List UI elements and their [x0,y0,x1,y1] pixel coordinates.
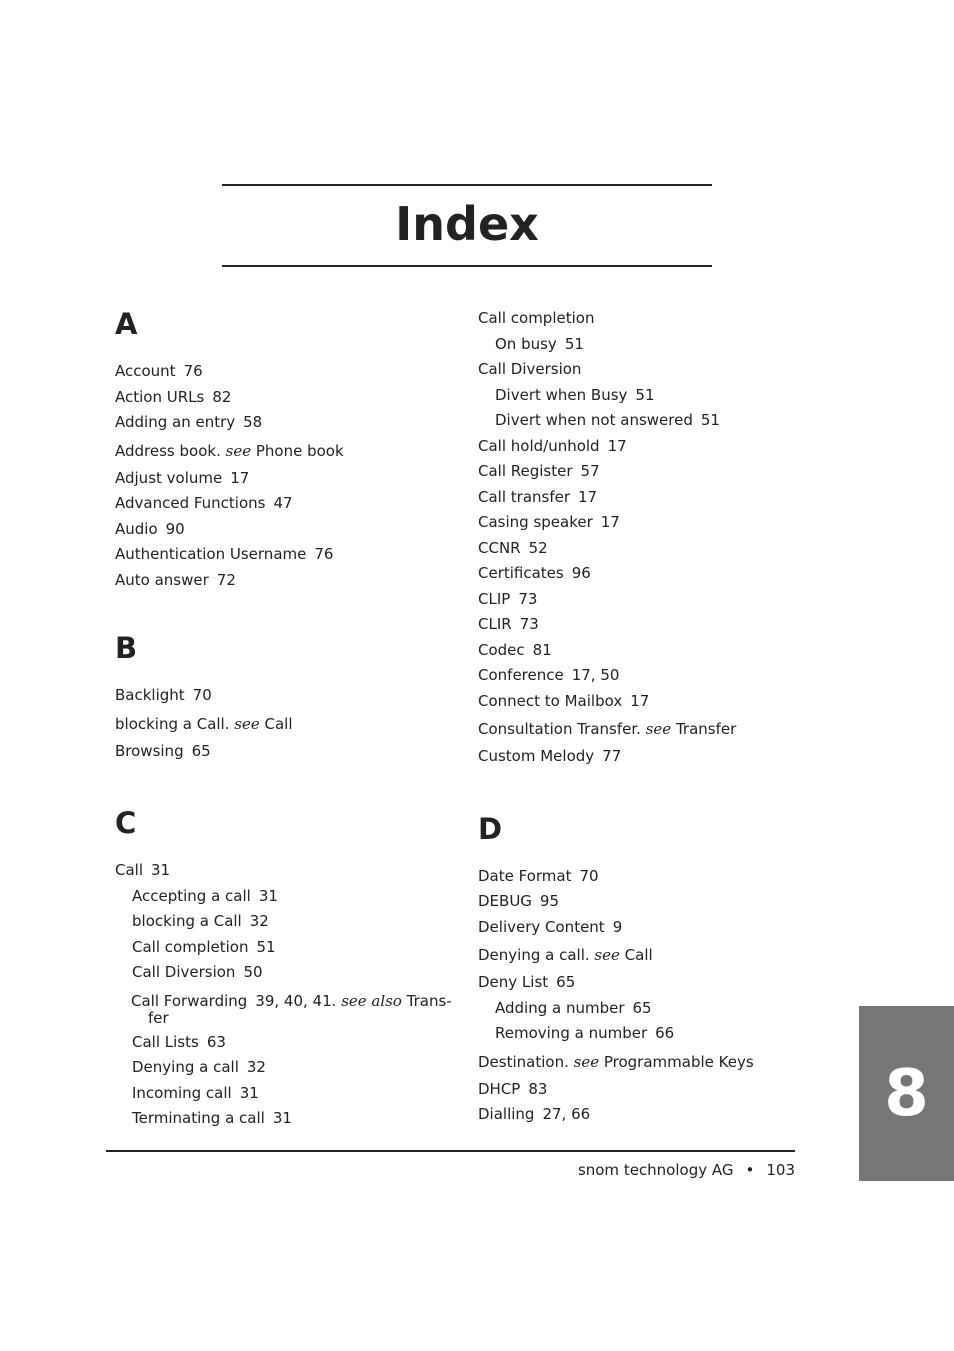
index-subentry: Terminating a call 31 [132,1109,292,1127]
page-title: Index [395,197,539,251]
section-letter-a: A [115,307,138,341]
index-entry: Account 76 [115,362,203,380]
index-entry: Connect to Mailbox 17 [478,691,650,710]
section-letter-d: D [478,811,503,846]
index-entry: Delivery Content 9 [478,917,623,936]
index-subentry: Removing a number 66 [495,1024,675,1042]
index-subentry-cross-reference: Call Forwarding 39, 40, 41. see also Trans-fer [131,991,452,1027]
section-a-entries [115,362,460,596]
index-entry-cross-reference: Denying a call. see Call [478,946,653,964]
index-subentry: Adding a number 65 [495,998,652,1017]
section-d-entries [478,867,778,1131]
index-entry: Dialling 27, 66 [478,1105,591,1123]
index-entry: Call Register 57 [478,462,600,480]
index-entry: Adding an entry 58 [115,413,263,431]
index-entry: Call Diversion [478,360,582,378]
footer-rule [106,1150,795,1152]
section-c-entries [115,861,460,1135]
page-footer [106,1161,795,1179]
index-entry: CLIR 73 [478,615,539,633]
index-entry: CCNR 52 [478,538,548,557]
chapter-tab: 8 [859,1006,954,1181]
index-entry: Codec 81 [478,640,552,659]
index-entry: Call transfer 17 [478,487,598,506]
index-entry-cross-reference: Consultation Transfer. see Transfer [478,720,737,738]
index-entry: Deny List 65 [478,973,576,991]
index-entry: DEBUG 95 [478,892,560,910]
index-subentry: blocking a Call 32 [132,912,269,930]
index-column-left [115,306,460,1135]
index-subentry: Call Diversion 50 [132,963,263,981]
title-top-rule [222,184,712,186]
index-entry: Call hold/unhold 17 [478,436,627,455]
index-entry: CLIP 73 [478,589,538,608]
index-subentry: On busy 51 [495,334,584,353]
index-subentry: Divert when Busy 51 [495,385,655,404]
section-letter-b: B [115,631,138,665]
index-entry: Advanced Functions 47 [115,494,293,512]
index-entry: Backlight 70 [115,686,212,704]
index-entry: Audio 90 [115,519,185,538]
index-entry: Conference 17, 50 [478,666,620,684]
index-subentry: Incoming call 31 [132,1083,259,1102]
page-number: 103 [766,1161,795,1179]
index-entry: Certificates 96 [478,564,591,582]
footer-company: snom technology AG [577,1161,734,1179]
section-c-continued-entries [478,309,778,773]
index-subentry: Denying a call 32 [132,1058,266,1076]
index-entry: Date Format 70 [478,866,599,885]
index-entry: Auto answer 72 [115,570,236,589]
index-entry: Adjust volume 17 [115,468,250,487]
index-entry: Custom Melody 77 [478,747,622,765]
index-subentry: Call Lists 63 [132,1032,226,1051]
index-entry: Casing speaker 17 [478,513,620,531]
section-letter-c: C [115,806,137,840]
index-entry: DHCP 83 [478,1079,548,1098]
index-column-right [478,309,778,1131]
index-subentry: Accepting a call 31 [132,886,278,905]
index-entry: Call completion [478,309,595,327]
index-entry-cross-reference: Destination. see Programmable Keys [478,1052,754,1071]
index-entry: Action URLs 82 [115,387,232,406]
index-subentry: Call completion 51 [132,937,276,956]
index-entry: Browsing 65 [115,741,211,760]
footer-bullet: • [745,1161,755,1179]
index-entry-cross-reference: Address book. see Phone book [115,441,344,460]
section-b-entries [115,686,460,767]
index-entry-cross-reference: blocking a Call. see Call [115,714,293,733]
index-entry: Authentication Username 76 [115,545,334,563]
index-subentry: Divert when not answered 51 [495,411,720,429]
title-bottom-rule [222,265,712,267]
index-entry: Call 31 [115,861,171,879]
